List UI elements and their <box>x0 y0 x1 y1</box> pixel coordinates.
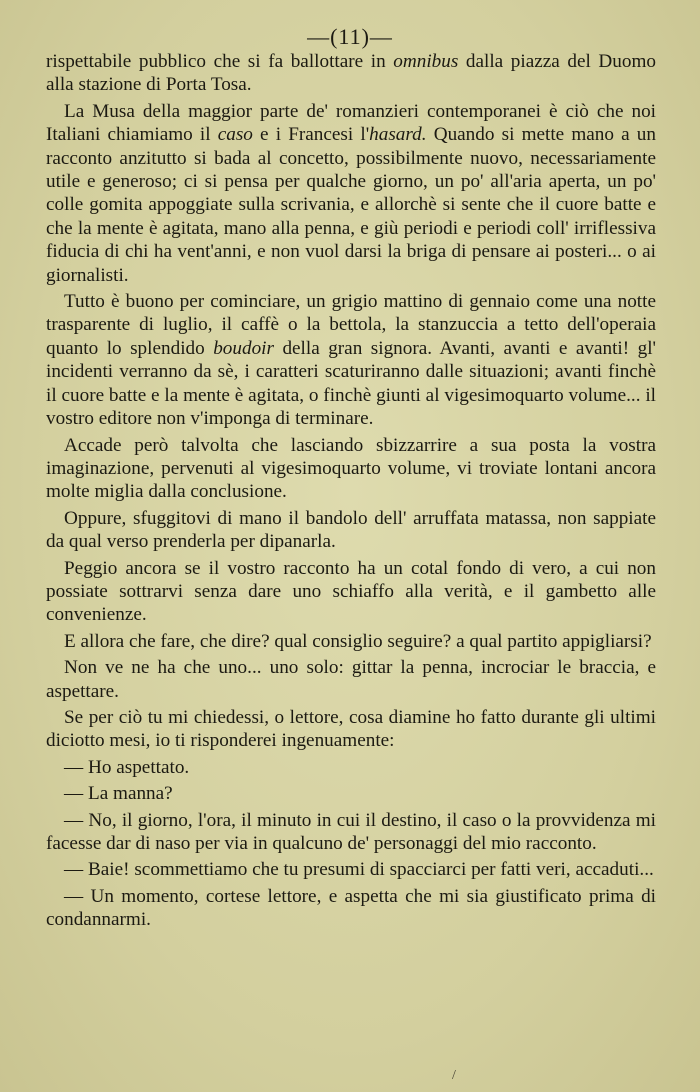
italic-text: caso <box>217 124 253 146</box>
text-run: Quando si mette mano a un racconto anzitutto si bada al concetto, possibilmente nuovo, necessariamente utile e generoso; ci si pensa per qualche giorno, un po' all'aria aperta, un po' colle gomita appoggiate sulla scrivania, e allorchè si sente che il cuore batte e che la mente è agitata, mano alla penna, e giù periodi e periodi coll' irriflessiva fiducia di chi ha vent'anni, e non vuol darsi la briga di pensare ai posteri... o ai giornalisti. <box>46 124 656 286</box>
paragraph <box>46 434 656 504</box>
italic-text: omnibus <box>393 51 459 72</box>
text-run: Oppure, sfuggitovi di mano il bandolo dell' arruffata matassa, non sappiate da qual verso prenderla per dipanarla. <box>46 507 656 553</box>
dialogue-line <box>46 858 656 881</box>
text-run: rispettabile pubblico che si fa ballottare in <box>46 51 394 72</box>
text-run: e i Francesi l' <box>252 124 370 146</box>
dialogue-line <box>46 885 656 932</box>
paragraph <box>46 100 656 287</box>
italic-text: hasard. <box>369 124 427 146</box>
paragraph <box>46 630 656 653</box>
body-text <box>46 50 656 935</box>
paragraph <box>46 50 656 97</box>
dialogue-line <box>46 782 656 805</box>
text-run: Se per ciò tu mi chiedessi, o lettore, cosa diamine ho fatto durante gli ultimi diciotto mesi, io ti risponderei ingenuamente: <box>46 706 656 752</box>
text-run: — Baie! scommettiamo che tu presumi di spacciarci per fatti veri, accaduti... <box>64 859 654 881</box>
italic-text: boudoir <box>213 337 274 359</box>
paragraph <box>46 557 656 627</box>
paragraph <box>46 656 656 703</box>
paragraph <box>46 290 656 430</box>
text-run: dalla piazza del Duomo alla stazione di Porta Tosa. <box>46 51 656 96</box>
paragraph <box>46 706 656 753</box>
dialogue-line <box>46 809 656 856</box>
text-run: Non ve ne ha che uno... uno solo: gittar la penna, incrociar le braccia, e aspettare. <box>46 657 656 702</box>
paragraph <box>46 507 656 554</box>
text-run: — La manna? <box>64 783 173 805</box>
text-run: — No, il giorno, l'ora, il minuto in cui il destino, il caso o la provvidenza mi facesse dar di naso per via in qualcuno de' personaggi del mio racconto. <box>46 809 656 854</box>
text-run: della gran signora. Avanti, avanti e avanti! gl' incidenti verranno da sè, i caratteri scaturiranno dalle situazioni; avanti finchè il cuore batte e la mente è agitata, o finchè giunti al vigesimoquarto volume... il vostro editore non v'imponga di terminare. <box>46 337 657 430</box>
text-run: Tutto è buono per cominciare, un grigio mattino di gennaio come una notte trasparente di luglio, il caffè o la bettola, la stanzuccia a tetto dell'operaia quanto lo splendido <box>46 291 656 359</box>
text-run: Peggio ancora se il vostro racconto ha un cotal fondo di vero, a cui non possiate sottrarvi senza dare uno schiaffo alla verità, e il gambetto alle convenienze. <box>46 557 656 626</box>
dialogue-line <box>46 756 656 779</box>
text-run: — Un momento, cortese lettore, e aspetta che mi sia giustificato prima di condannarmi. <box>46 885 656 931</box>
page-number: —(11)— <box>307 24 393 49</box>
text-run: Accade però talvolta che lasciando sbizzarrire a sua posta la vostra imaginazione, pervenuti al vigesimoquarto volume, vi troviate lontani ancora molte miglia dalla conclusione. <box>46 434 656 503</box>
text-run: La Musa della maggior parte de' romanzieri contemporanei è ciò che noi Italiani chiamiamo il <box>46 100 656 146</box>
text-run: E allora che fare, che dire? qual consiglio seguire? a qual partito appigliarsi? <box>64 630 652 652</box>
paper-speck: / <box>452 1068 456 1083</box>
text-run: — Ho aspettato. <box>64 756 190 778</box>
